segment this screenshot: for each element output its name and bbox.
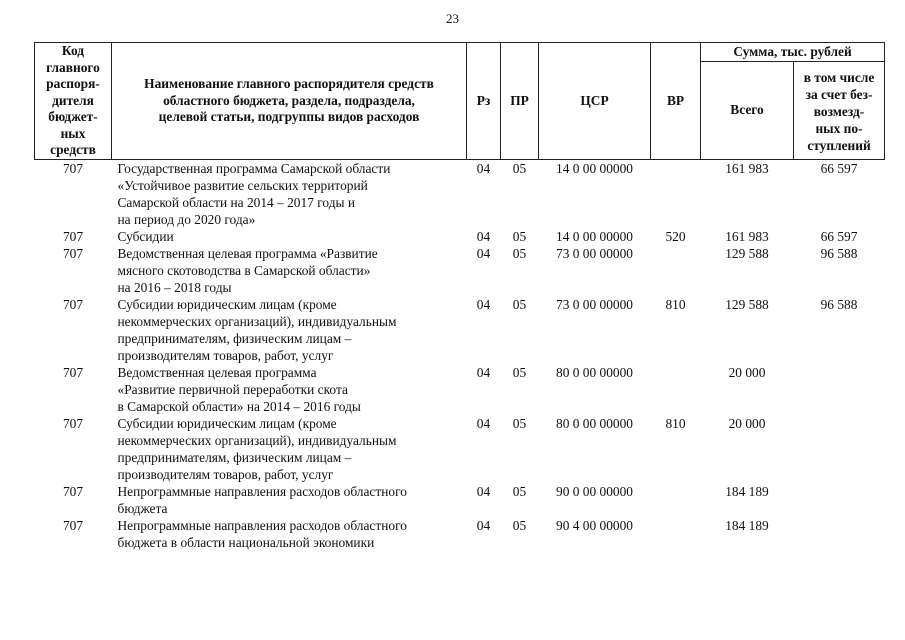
cell-pr: 05 bbox=[512, 364, 527, 380]
cell-csr: 90 0 00 00000 bbox=[556, 483, 633, 499]
table-row bbox=[35, 296, 885, 364]
cell-csr: 80 0 00 00000 bbox=[556, 415, 633, 431]
header-free-line: ных по- bbox=[815, 121, 863, 137]
cell-name-line: производителям товаров, работ, услуг bbox=[117, 466, 334, 482]
cell-name bbox=[112, 296, 467, 364]
cell-pr: 05 bbox=[512, 228, 527, 244]
cell-name-line: на период до 2020 года» bbox=[117, 211, 256, 227]
cell-code: 707 bbox=[62, 415, 84, 431]
cell-name-line: мясного скотоводства в Самарской области» bbox=[117, 262, 371, 278]
cell-code: 707 bbox=[62, 364, 84, 380]
cell-rz: 04 bbox=[476, 364, 491, 380]
cell-name-line: Самарской области на 2014 – 2017 годы и bbox=[117, 194, 356, 210]
cell-code: 707 bbox=[62, 296, 84, 312]
header-code-line: распоря- bbox=[46, 76, 100, 91]
table-row bbox=[35, 415, 885, 483]
header-name-line: целевой статьи, подгруппы видов расходов bbox=[158, 109, 420, 124]
cell-total: 161 983 bbox=[725, 160, 769, 176]
header-code-line: ных bbox=[60, 125, 86, 141]
header-code-line: средств bbox=[50, 142, 96, 157]
header-csr: ЦСР bbox=[539, 43, 651, 160]
cell-code: 707 bbox=[62, 517, 84, 533]
cell-vr bbox=[651, 159, 701, 228]
table-header bbox=[35, 43, 885, 160]
table-row bbox=[35, 483, 885, 517]
header-code-line: бюджет- bbox=[48, 109, 98, 124]
cell-name-line: бюджета bbox=[117, 500, 168, 516]
header-free-line: в том числе bbox=[803, 70, 875, 86]
cell-code: 707 bbox=[62, 245, 84, 261]
cell-name bbox=[112, 517, 467, 551]
cell-total: 20 000 bbox=[728, 364, 766, 380]
cell-csr: 90 4 00 00000 bbox=[556, 517, 633, 533]
cell-csr: 73 0 00 00000 bbox=[556, 245, 633, 261]
cell-rz: 04 bbox=[476, 483, 491, 499]
cell-vr: 810 bbox=[665, 296, 686, 312]
cell-name bbox=[112, 245, 467, 296]
header-total: Всего bbox=[701, 62, 794, 160]
cell-vr bbox=[651, 517, 701, 551]
cell-name-line: Субсидии юридическим лицам (кроме bbox=[117, 296, 337, 312]
page-number: 23 bbox=[446, 11, 459, 26]
cell-total: 184 189 bbox=[725, 483, 769, 499]
cell-name-line: некоммерческих организаций), индивидуальным bbox=[117, 432, 397, 448]
header-free bbox=[794, 62, 885, 160]
cell-total: 129 588 bbox=[725, 245, 769, 261]
cell-rz: 04 bbox=[476, 517, 491, 533]
cell-name-line: Непрограммные направления расходов областного bbox=[117, 517, 407, 533]
header-vr: ВР bbox=[651, 43, 701, 160]
cell-name-line: в Самарской области» на 2014 – 2016 годы bbox=[117, 398, 361, 414]
cell-free: 66 597 bbox=[820, 160, 858, 176]
table-row bbox=[35, 159, 885, 228]
cell-name-line: «Устойчивое развитие сельских территорий bbox=[117, 177, 368, 193]
cell-rz: 04 bbox=[476, 415, 491, 431]
header-free-line: ступлений bbox=[807, 138, 871, 154]
cell-free: 96 588 bbox=[820, 245, 858, 261]
cell-name-line: некоммерческих организаций), индивидуальным bbox=[117, 313, 397, 329]
cell-name-line: Государственная программа Самарской области bbox=[117, 160, 391, 176]
header-sum-group: Сумма, тыс. рублей bbox=[701, 43, 885, 62]
cell-rz: 04 bbox=[476, 245, 491, 261]
cell-csr: 14 0 00 00000 bbox=[556, 228, 633, 244]
cell-vr bbox=[651, 245, 701, 296]
cell-vr bbox=[651, 364, 701, 415]
header-rz: Рз bbox=[467, 43, 501, 160]
table-row bbox=[35, 228, 885, 245]
cell-name-line: «Развитие первичной переработки скота bbox=[117, 381, 348, 397]
table-body bbox=[35, 159, 885, 551]
cell-name-line: Ведомственная целевая программа «Развитие bbox=[117, 245, 378, 261]
cell-code: 707 bbox=[62, 228, 84, 244]
cell-free bbox=[794, 517, 885, 551]
header-free-line: возмезд- bbox=[813, 104, 865, 120]
cell-rz: 04 bbox=[476, 296, 491, 312]
cell-pr: 05 bbox=[512, 483, 527, 499]
cell-code: 707 bbox=[62, 160, 84, 176]
header-name-line: областного бюджета, раздела, подраздела, bbox=[163, 92, 415, 108]
cell-pr: 05 bbox=[512, 296, 527, 312]
cell-vr: 520 bbox=[665, 228, 686, 244]
cell-name-line: предпринимателям, физическим лицам – bbox=[117, 449, 352, 465]
cell-name bbox=[112, 364, 467, 415]
cell-name bbox=[112, 415, 467, 483]
cell-free: 96 588 bbox=[820, 296, 858, 312]
cell-rz: 04 bbox=[476, 228, 491, 244]
table-row bbox=[35, 245, 885, 296]
cell-rz: 04 bbox=[476, 160, 491, 176]
cell-pr: 05 bbox=[512, 160, 527, 176]
cell-name-line: на 2016 – 2018 годы bbox=[117, 279, 232, 295]
cell-pr: 05 bbox=[512, 517, 527, 533]
cell-free: 66 597 bbox=[820, 228, 858, 244]
cell-name-line: производителям товаров, работ, услуг bbox=[117, 347, 334, 363]
cell-name-line: Ведомственная целевая программа bbox=[117, 364, 317, 380]
cell-name-line: Субсидии bbox=[117, 228, 174, 244]
cell-name bbox=[112, 159, 467, 228]
cell-pr: 05 bbox=[512, 245, 527, 261]
cell-total: 184 189 bbox=[725, 517, 769, 533]
header-code-line: главного bbox=[46, 59, 100, 75]
cell-name bbox=[112, 483, 467, 517]
cell-pr: 05 bbox=[512, 415, 527, 431]
header-pr: ПР bbox=[501, 43, 539, 160]
budget-table bbox=[34, 42, 885, 551]
cell-csr: 80 0 00 00000 bbox=[556, 364, 633, 380]
header-name-line: Наименование главного распорядителя средств bbox=[144, 76, 434, 91]
cell-free bbox=[794, 415, 885, 483]
cell-free bbox=[794, 364, 885, 415]
cell-name-line: Непрограммные направления расходов областного bbox=[117, 483, 407, 499]
cell-name-line: предпринимателям, физическим лицам – bbox=[117, 330, 352, 346]
header-code-line: дителя bbox=[52, 92, 94, 108]
header-name bbox=[112, 43, 467, 160]
cell-total: 129 588 bbox=[725, 296, 769, 312]
cell-csr: 14 0 00 00000 bbox=[556, 160, 633, 176]
table-row bbox=[35, 517, 885, 551]
cell-name bbox=[112, 228, 467, 245]
cell-name-line: Субсидии юридическим лицам (кроме bbox=[117, 415, 337, 431]
cell-vr bbox=[651, 483, 701, 517]
header-code-line: Код bbox=[61, 43, 85, 58]
cell-code: 707 bbox=[62, 483, 84, 499]
header-free-line: за счет без- bbox=[805, 87, 873, 103]
cell-total: 20 000 bbox=[728, 415, 766, 431]
cell-name-line: бюджета в области национальной экономики bbox=[117, 534, 375, 550]
cell-csr: 73 0 00 00000 bbox=[556, 296, 633, 312]
header-code bbox=[35, 43, 112, 160]
cell-total: 161 983 bbox=[725, 228, 769, 244]
table-row bbox=[35, 364, 885, 415]
cell-vr: 810 bbox=[665, 415, 686, 431]
cell-free bbox=[794, 483, 885, 517]
